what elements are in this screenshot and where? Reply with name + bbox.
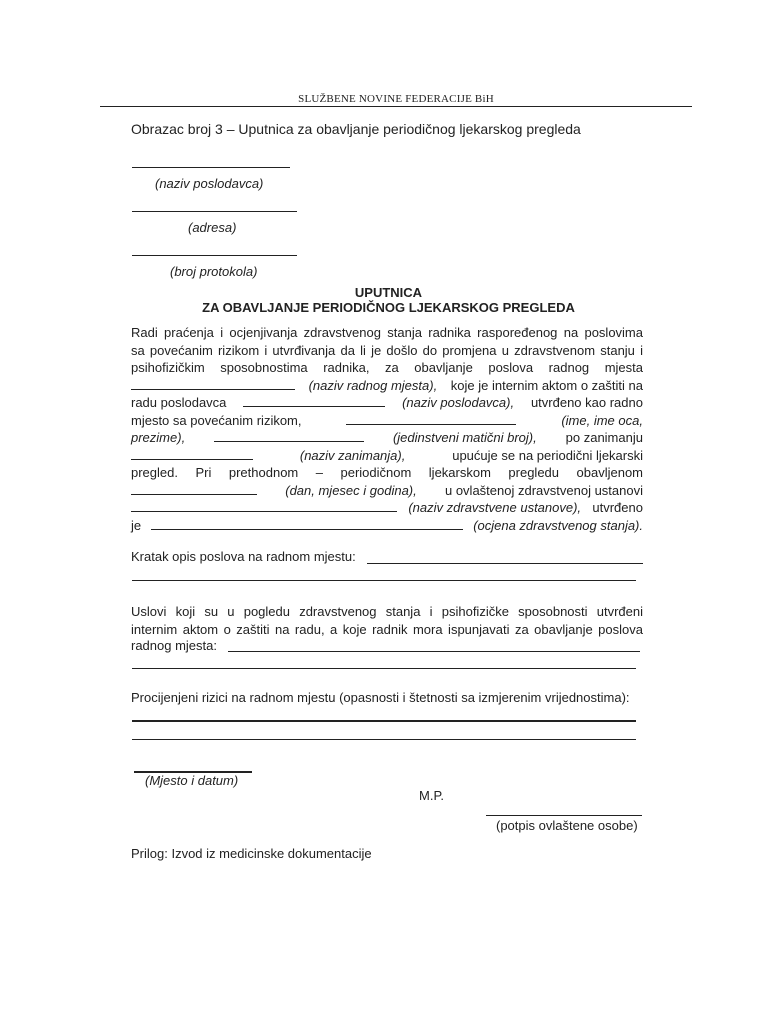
address-field-line[interactable] xyxy=(132,211,297,212)
attachment-note: Prilog: Izvod iz medicinske dokumentacije xyxy=(131,846,372,861)
place-date-label: (Mjesto i datum) xyxy=(145,773,239,788)
stamp-label: M.P. xyxy=(419,788,445,803)
risks-field[interactable] xyxy=(132,720,636,722)
occupation-label: (naziv zanimanja), xyxy=(299,447,406,463)
employer-inline-field[interactable] xyxy=(243,394,385,407)
employer-inline-label: (naziv poslodavca), xyxy=(402,395,515,410)
document-title: UPUTNICA xyxy=(354,285,423,300)
body-text: mjesto sa povećanim rizikom, xyxy=(131,412,302,428)
body-text: utvrđeno kao radno xyxy=(530,395,643,410)
body-text: koje je internim aktom o zaštiti na xyxy=(450,377,643,393)
address-field-label: (adresa) xyxy=(188,220,237,235)
health-institution-label: (naziv zdravstvene ustanove), xyxy=(408,500,582,515)
body-text: po zanimanju xyxy=(565,430,643,445)
body-text: radu poslodavca xyxy=(131,395,227,410)
previous-exam-date-label: (dan, mjesec i godina), xyxy=(285,482,417,498)
health-assessment-field[interactable] xyxy=(151,517,463,530)
body-line: Radi praćenja i ocjenjivanja zdravstvenog stanja radnika raspoređenog na poslovima xyxy=(131,325,643,340)
jmbg-field[interactable] xyxy=(214,429,364,442)
body-line: psihofizičkim sposobnostima radnika, za obavljanje poslova radnog mjesta xyxy=(131,360,643,375)
occupation-field[interactable] xyxy=(131,447,253,460)
job-description-label: Kratak opis poslova na radnom mjestu: xyxy=(131,549,356,564)
document-subtitle: ZA OBAVLJANJE PERIODIČNOG LJEKARSKOG PREGLEDA xyxy=(202,300,575,315)
header-rule xyxy=(100,106,692,107)
body-paragraph xyxy=(131,324,643,534)
gazette-header: SLUŽBENE NOVINE FEDERACIJE BiH xyxy=(298,93,494,105)
worker-name-field[interactable] xyxy=(346,412,516,425)
job-title-field[interactable] xyxy=(131,377,295,390)
conditions-line: Uslovi koji su u pogledu zdravstvenog stanja i psihofizičke sposobnosti utvrđeni xyxy=(131,604,643,619)
conditions-paragraph xyxy=(131,603,643,654)
health-assessment-label: (ocjena zdravstvenog stanja). xyxy=(473,517,643,533)
employer-field-label: (naziv poslodavca) xyxy=(155,176,264,191)
jmbg-label: (jedinstveni matični broj), xyxy=(392,430,537,445)
job-description-field[interactable] xyxy=(367,563,643,564)
conditions-field-line2[interactable] xyxy=(132,668,636,669)
health-institution-field[interactable] xyxy=(131,499,397,512)
conditions-line: radnog mjesta: xyxy=(131,638,217,653)
body-text: utvrđeno xyxy=(592,500,643,515)
worker-name-label: prezime), xyxy=(131,430,186,445)
form-label: Obrazac broj 3 – Uputnica za obavljanje periodičnog ljekarskog pregleda xyxy=(131,121,581,137)
risks-field-line2[interactable] xyxy=(132,739,636,740)
worker-name-label: (ime, ime oca, xyxy=(561,412,643,428)
protocol-field-line[interactable] xyxy=(132,255,297,256)
body-text: upućuje se na periodični ljekarski xyxy=(452,447,643,463)
signature-label: (potpis ovlaštene osobe) xyxy=(496,818,638,833)
conditions-field[interactable] xyxy=(228,651,640,652)
job-title-label: (naziv radnog mjesta), xyxy=(308,377,438,393)
risks-label: Procijenjeni rizici na radnom mjestu (opasnosti i štetnosti sa izmjerenim vrijednostima): xyxy=(131,690,630,705)
employer-field-line[interactable] xyxy=(132,167,290,168)
job-description-field-line2[interactable] xyxy=(132,580,636,581)
body-text: je xyxy=(131,517,142,533)
signature-field[interactable] xyxy=(486,815,642,816)
body-text: u ovlaštenoj zdravstvenoj ustanovi xyxy=(444,482,643,498)
body-line: sa povećanim rizikom i utvrđivanja da li je došlo do promjena u zdravstvenom stanju i xyxy=(131,342,643,358)
previous-exam-date-field[interactable] xyxy=(131,482,257,495)
protocol-field-label: (broj protokola) xyxy=(170,264,258,279)
conditions-line: internim aktom o zaštiti na radu, a koje radnik mora ispunjavati za obavljanje poslova xyxy=(131,621,643,637)
body-line: pregled. Pri prethodnom – periodičnom ljekarskom pregledu obavljenom xyxy=(131,465,643,480)
